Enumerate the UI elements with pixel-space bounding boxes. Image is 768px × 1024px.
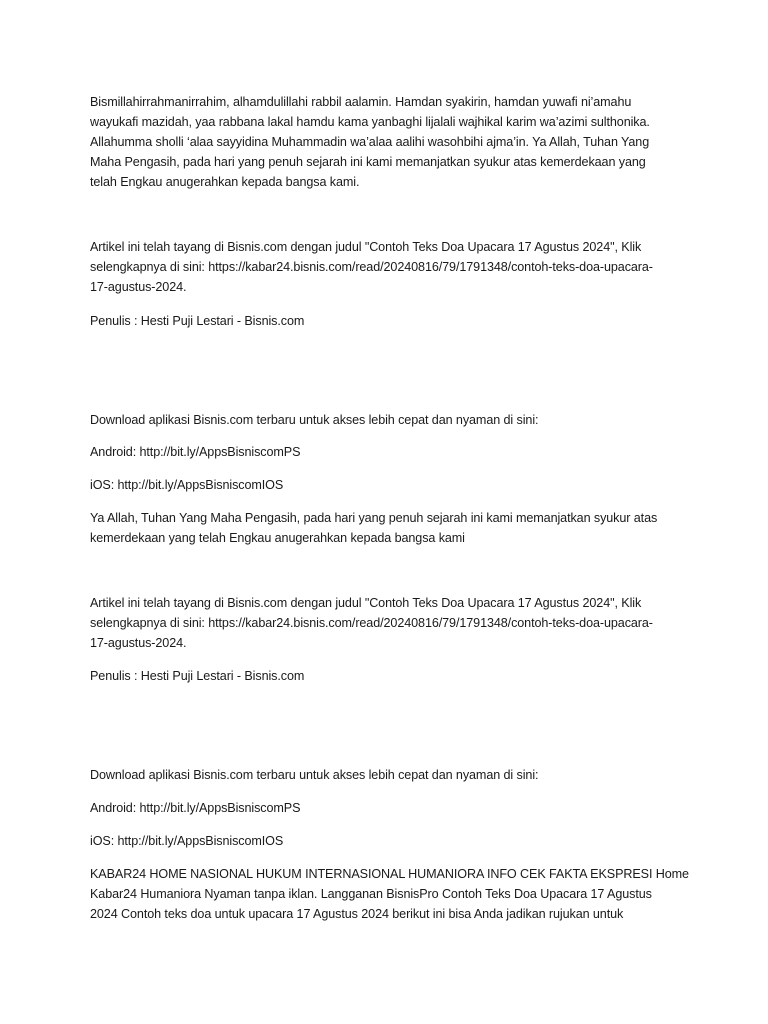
text-line: Download aplikasi Bisnis.com terbaru untuk akses lebih cepat dan nyaman di sini:: [90, 413, 539, 427]
text-line: Android: http://bit.ly/AppsBisniscomPS: [90, 445, 301, 459]
text-line: Android: http://bit.ly/AppsBisniscomPS: [90, 801, 301, 815]
paragraph-prayer: [90, 508, 685, 548]
text-line: iOS: http://bit.ly/AppsBisniscomIOS: [90, 478, 284, 492]
paragraph-article-source: [90, 593, 685, 653]
text-line: Artikel ini telah tayang di Bisnis.com dengan judul "Contoh Teks Doa Upacara 17 Agustus 2024", Klik: [90, 596, 642, 610]
text-line: 17-agustus-2024.: [90, 280, 187, 294]
text-line: 2024 Contoh teks doa untuk upacara 17 Agustus 2024 berikut ini bisa Anda jadikan rujukan untuk: [90, 907, 624, 921]
paragraph-ios-link: [90, 475, 685, 495]
text-line: Kabar24 Humaniora Nyaman tanpa iklan. Langganan BisnisPro Contoh Teks Doa Upacara 17 Agustus: [90, 887, 652, 901]
paragraph-download-app: [90, 410, 685, 430]
paragraph-ios-link: [90, 831, 685, 851]
paragraph-article-source: [90, 237, 685, 297]
paragraph-android-link: [90, 798, 685, 818]
text-line: iOS: http://bit.ly/AppsBisniscomIOS: [90, 834, 284, 848]
text-line: kemerdekaan yang telah Engkau anugerahkan kepada bangsa kami: [90, 531, 465, 545]
text-line: telah Engkau anugerahkan kepada bangsa kami.: [90, 175, 360, 189]
paragraph-opening-prayer: [90, 92, 685, 192]
text-line: selengkapnya di sini: https://kabar24.bisnis.com/read/20240816/79/1791348/contoh-teks-doa-upacara-: [90, 616, 653, 630]
paragraph-author: [90, 311, 685, 331]
text-line: wayukafi mazidah, yaa rabbana lakal hamdu kama yanbaghi lijalali wajhikal karim wa’azimi sulthonika.: [90, 115, 650, 129]
text-line: Ya Allah, Tuhan Yang Maha Pengasih, pada hari yang penuh sejarah ini kami memanjatkan syukur atas: [90, 511, 658, 525]
text-line: selengkapnya di sini: https://kabar24.bisnis.com/read/20240816/79/1791348/contoh-teks-doa-upacara-: [90, 260, 653, 274]
text-line: Penulis : Hesti Puji Lestari - Bisnis.com: [90, 314, 305, 328]
paragraph-author: [90, 666, 685, 686]
text-line: 17-agustus-2024.: [90, 636, 187, 650]
paragraph-site-navigation-text: [90, 864, 689, 924]
text-line: KABAR24 HOME NASIONAL HUKUM INTERNASIONAL HUMANIORA INFO CEK FAKTA EKSPRESI Home: [90, 867, 689, 881]
text-line: Download aplikasi Bisnis.com terbaru untuk akses lebih cepat dan nyaman di sini:: [90, 768, 539, 782]
text-line: Allahumma sholli ‘alaa sayyidina Muhammadin wa’alaa aalihi wasohbihi ajma’in. Ya Allah, Tuhan Yang: [90, 135, 650, 149]
paragraph-download-app: [90, 765, 685, 785]
paragraph-android-link: [90, 442, 685, 462]
text-line: Bismillahirrahmanirrahim, alhamdulillahi rabbil aalamin. Hamdan syakirin, hamdan yuwafi ni’amahu: [90, 95, 632, 109]
text-line: Artikel ini telah tayang di Bisnis.com dengan judul "Contoh Teks Doa Upacara 17 Agustus 2024", Klik: [90, 240, 642, 254]
text-line: Maha Pengasih, pada hari yang penuh sejarah ini kami memanjatkan syukur atas kemerdekaan yang: [90, 155, 646, 169]
text-line: Penulis : Hesti Puji Lestari - Bisnis.com: [90, 669, 305, 683]
